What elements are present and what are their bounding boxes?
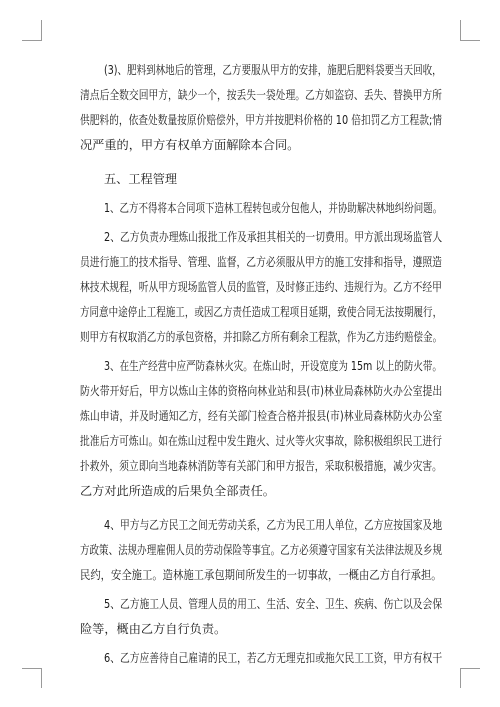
paragraph-line: 供肥料的，依查处数量按原价赔偿外，甲方并按肥料价格的 10 倍扣罚乙方工程款;情 [80,113,442,127]
paragraph-line: 林技术规程，听从甲方现场监管人员的监管，及时修正违约、违规行为。乙方不经甲 [80,280,442,294]
paragraph-line: 况严重的，甲方有权单方面解除本合同。 [80,138,300,152]
paragraph-line: 3、在生产经营中应严防森林火灾。在炼山时，开设宽度为 15m 以上的防火带。 [104,359,442,373]
paragraph-line: 6、乙方应善待自己雇请的民工，若乙方无理克扣或拖欠民工工资，甲方有权干 [104,651,443,665]
crop-mark-top-right-h [460,40,480,41]
paragraph-line: 扑救外，须立即向当地森林消防等有关部门和甲方报告，采取积极措施，减少灾害。 [80,459,442,473]
paragraph-line: 炼山申请，并及时通知乙方，经有关部门检查合格并报县(市)林业局森林防火办公室 [80,409,443,423]
paragraph-line: 方同意中途停止工程施工，或因乙方责任造成工程项目延期，致使合同无法按期履行， [80,305,443,319]
paragraph-line: (3)、肥料到林地后的管理，乙方要服从甲方的安排，施肥后肥料袋要当天回收， [104,63,442,77]
crop-mark-bottom-right-v [460,668,461,688]
paragraph-line: 清点后全数交回甲方，缺少一个，按丢失一袋处理。乙方如盗窃、丢失、替换甲方所 [80,88,442,102]
crop-mark-top-left-v [41,20,42,40]
paragraph-line: 方政策、法规办理雇佣人员的劳动保险等事宜。乙方必须遵守国家有关法律法规及乡规 [80,543,443,557]
paragraph-line: 4、甲方与乙方民工之间无劳动关系，乙方为民工用人单位，乙方应按国家及地 [104,518,443,532]
section-heading: 五、工程管理 [104,172,178,186]
paragraph-line: 1、乙方不得将本合同项下造林工程转包或分包他人，并协助解决林地纠纷问题。 [104,201,443,215]
crop-mark-bottom-left-h [22,668,42,669]
crop-mark-bottom-right-h [460,668,480,669]
paragraph-line: 则甲方有权取消乙方的承包资格，并扣除乙方所有剩余工程款，作为乙方违约赔偿金。 [80,330,443,344]
paragraph-line: 2、乙方负责办理炼山报批工作及承担其相关的一切费用。甲方派出现场监管人 [104,230,443,244]
crop-mark-top-right-v [460,20,461,40]
paragraph-line: 民约，安全施工。造林施工承包期间所发生的一切事故，一概由乙方自行承担。 [80,568,442,582]
paragraph-line: 5、乙方施工人员、管理人员的用工、生活、安全、卫生、疾病、伤亡以及会保 [104,597,443,611]
paragraph-line: 险等，概由乙方自行负责。 [80,622,227,636]
crop-mark-top-left-h [22,40,42,41]
paragraph-line: 员进行施工的技术指导、管理、监督，乙方必须服从甲方的施工安排和指导，遵照造 [80,255,442,269]
crop-mark-bottom-left-v [41,668,42,688]
paragraph-line: 防火带开好后，甲方以炼山主体的资格向林业站和县(市)林业局森林防火办公室提出 [80,384,443,398]
paragraph-line: 批准后方可炼山。如在炼山过程中发生跑火、过火等火灾事故，除积极组织民工进行 [80,434,442,448]
paragraph-line: 乙方对此所造成的后果负全部责任。 [80,484,275,498]
